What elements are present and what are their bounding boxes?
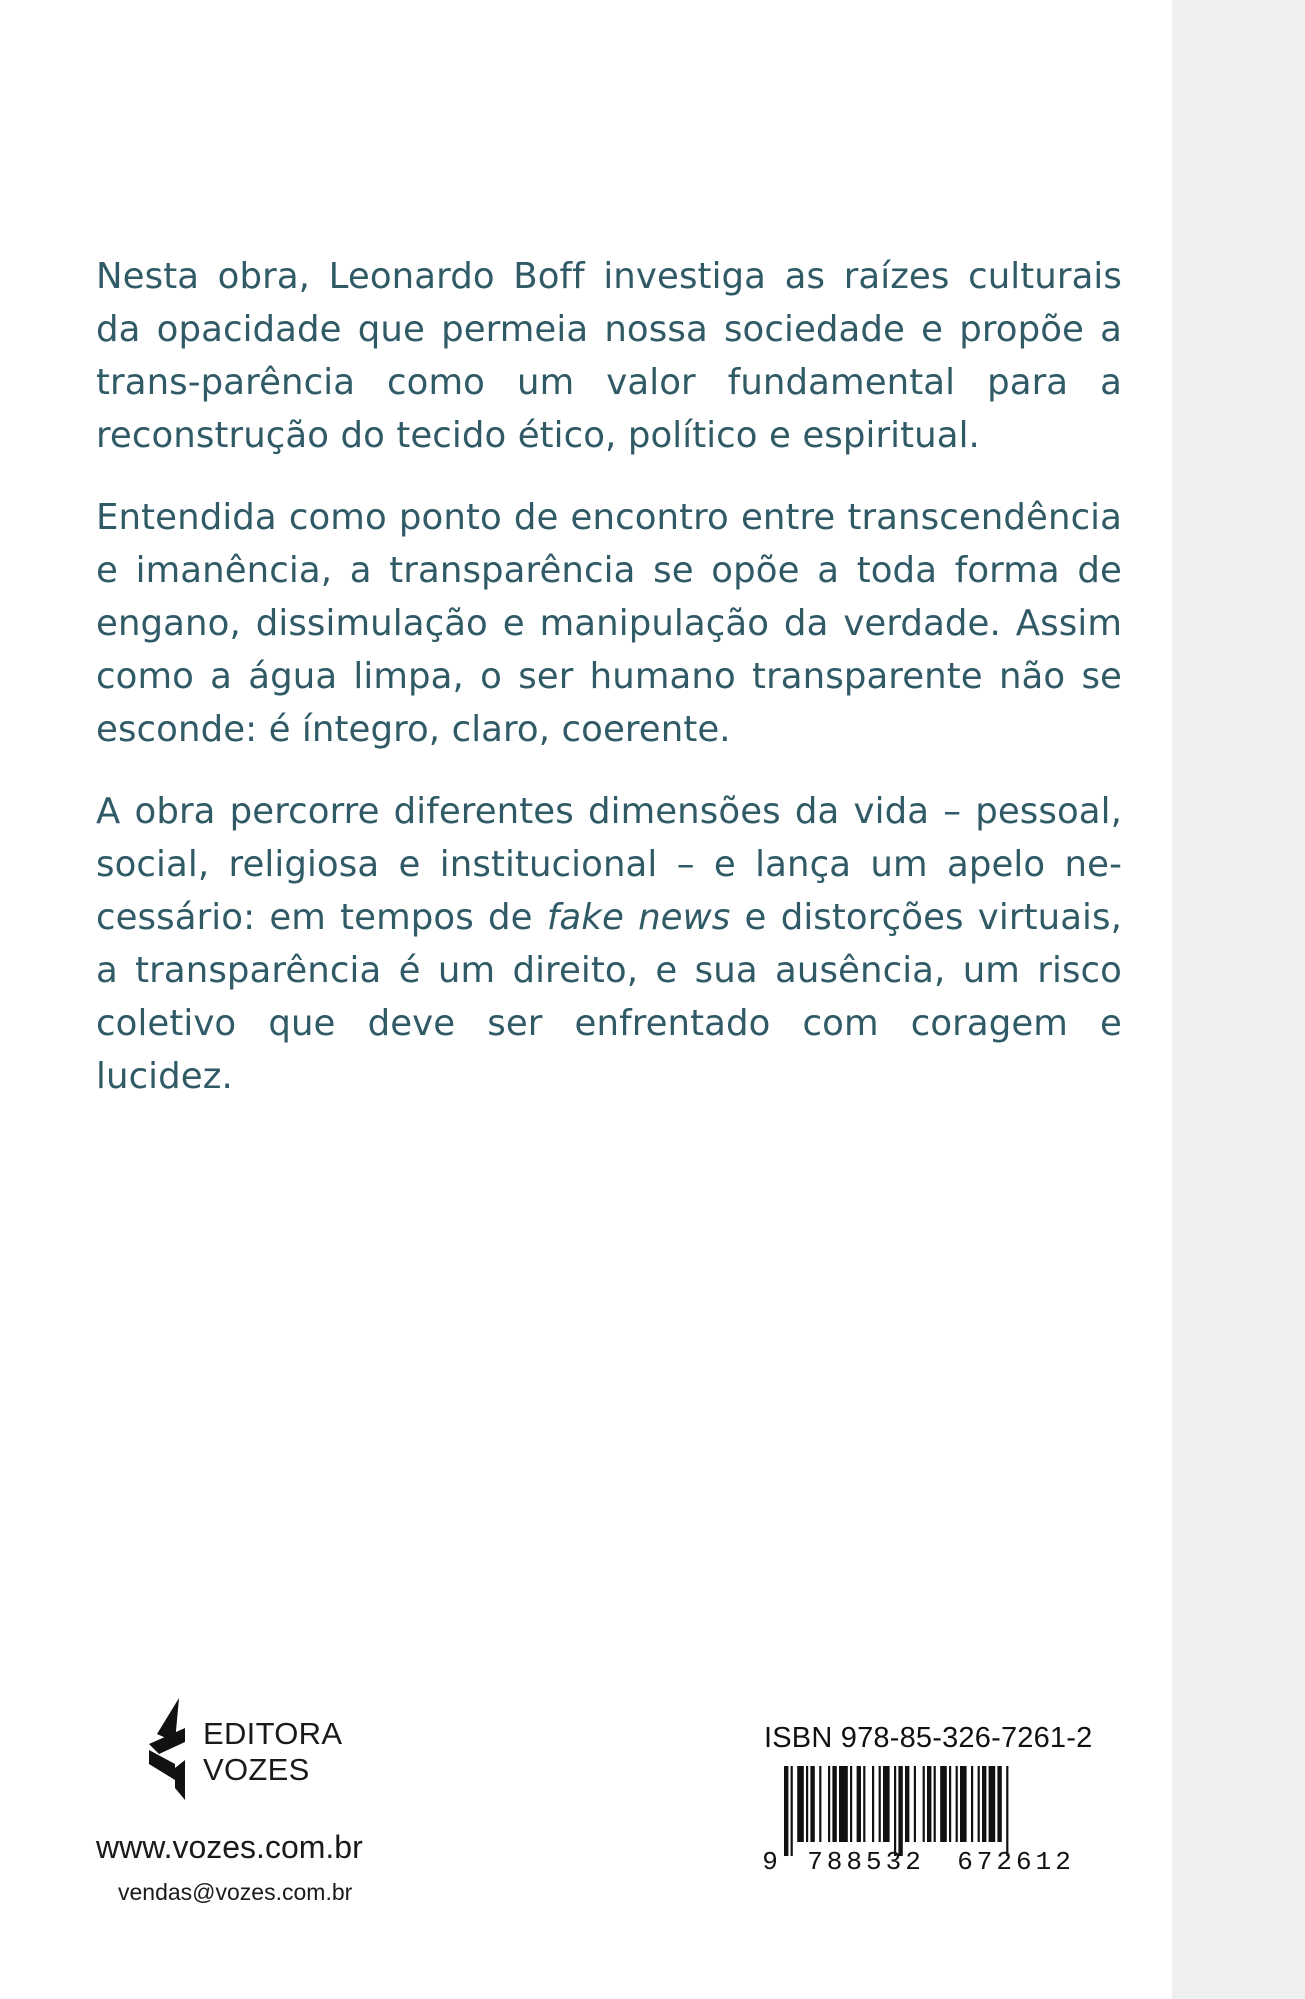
barcode-bar: [956, 1766, 958, 1842]
vozes-logo-icon: [145, 1698, 207, 1800]
spine-edge: [1172, 0, 1305, 1999]
barcode-bar: [872, 1766, 874, 1842]
barcode-bar: [960, 1766, 967, 1842]
barcode-bar: [894, 1766, 896, 1856]
barcode-bar: [971, 1766, 973, 1842]
barcode-bar: [850, 1766, 852, 1842]
isbn-label: ISBN 978-85-326-7261-2: [764, 1722, 1093, 1754]
barcode-digits-left: 788532: [807, 1847, 925, 1876]
barcode-bar: [784, 1766, 788, 1856]
barcode-bar: [982, 1766, 986, 1842]
publisher-name: [203, 1716, 342, 1788]
publisher-website[interactable]: www.vozes.com.br: [96, 1829, 363, 1865]
barcode-bar: [797, 1766, 804, 1842]
barcode-graphic: [758, 1766, 1098, 1876]
barcode-bar: [832, 1766, 836, 1842]
blurb-paragraph-2: Entendida como ponto de encontro entre transcendência e imanência, a transparência se opõe a toda forma de engano, dissimulação e manipulação da verdade. Assim como a água limpa, o ser humano transparente não se esconde: é íntegro, claro, coerente.: [96, 497, 1122, 750]
barcode-bar: [914, 1766, 916, 1842]
barcode-bar: [791, 1766, 793, 1856]
publisher-name-line-2: VOZES: [203, 1752, 310, 1787]
barcode-bar: [839, 1766, 848, 1842]
barcode-bar: [819, 1766, 821, 1842]
blurb-paragraph-3-end: e distorções virtuais, a transparência é um direito, e sua ausência, um risco coletivo que deve ser enfrentado com coragem e lucidez.: [96, 897, 1122, 1097]
barcode-bar: [989, 1766, 996, 1842]
barcode-bar: [978, 1766, 980, 1842]
barcode-bar: [828, 1766, 830, 1842]
barcode-bar: [810, 1766, 814, 1842]
isbn-barcode: [758, 1722, 1098, 1882]
barcode-bar: [863, 1766, 865, 1842]
barcode-bar: [905, 1766, 909, 1842]
publisher-name-line-1: EDITORA: [203, 1716, 343, 1751]
barcode-bar: [879, 1766, 881, 1842]
barcode-bar: [1006, 1766, 1008, 1856]
barcode-digits-right: 672612: [957, 1847, 1075, 1876]
publisher-email[interactable]: vendas@vozes.com.br: [118, 1879, 353, 1905]
barcode-bar: [997, 1766, 1001, 1842]
publisher-logo: [145, 1698, 375, 1800]
barcode-bar: [949, 1766, 951, 1842]
barcode-bar: [883, 1766, 890, 1842]
barcode-bar: [934, 1766, 936, 1842]
barcode-bar: [940, 1766, 947, 1842]
barcode-bar: [898, 1766, 902, 1856]
barcode-digit-first: 9: [762, 1847, 778, 1876]
barcode-bar: [923, 1766, 925, 1842]
barcode-bar: [927, 1766, 931, 1842]
barcode-bar: [806, 1766, 808, 1842]
blurb-paragraph-3: [96, 785, 1122, 1103]
blurb-italic-term: fake news: [546, 897, 731, 938]
barcode-bar: [857, 1766, 861, 1842]
blurb-paragraph-1: Nesta obra, Leonardo Boff investiga as raízes culturais da opacidade que permeia nossa sociedade e propõe a trans-parência como um valor fundamental para a reconstrução do tecido ético, político e espiritual.: [96, 256, 1122, 456]
blurb-text: [96, 250, 1122, 1132]
blurb-paragraph-3-start: A obra percorre diferentes dimensões da vida – pessoal, social, religiosa e institucional – e lança um apelo ne-cessário: em tempos de: [96, 791, 1122, 938]
